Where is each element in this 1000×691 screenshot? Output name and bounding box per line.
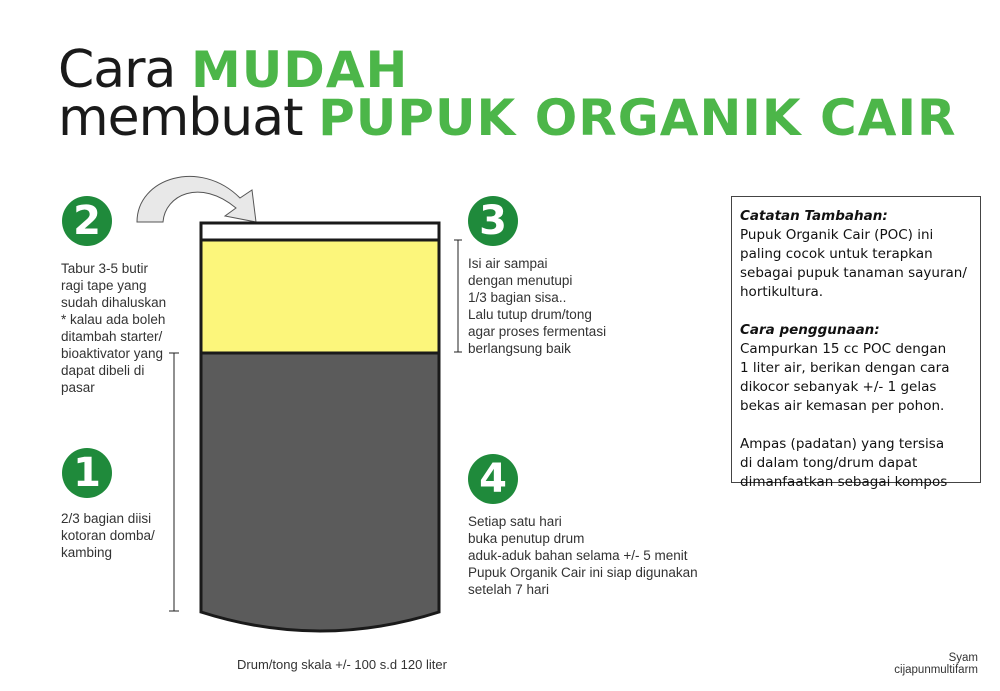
- notes-usage-text: Campurkan 15 cc POC dengan 1 liter air, berikan dengan cara dikocor sebanyak +/- 1 gelas bekas air kemasan per pohon.: [740, 341, 950, 414]
- notes-additional-text: Pupuk Organik Cair (POC) ini paling cocok untuk terapkan sebagai pupuk tanaman sayuran/ hortikultura.: [740, 227, 967, 300]
- step-4-number-badge: 4: [468, 454, 518, 504]
- step-2-text: Tabur 3-5 butir ragi tape yang sudah dihaluskan * kalau ada boleh ditambah starter/ bioaktivator yang dapat dibeli di pasar: [61, 261, 167, 395]
- drum-water-layer: [201, 240, 439, 353]
- credit-author: Syam: [948, 652, 978, 664]
- notes-heading-additional: Catatan Tambahan:: [740, 208, 888, 224]
- title-mudah: MUDAH: [190, 41, 409, 99]
- curved-arrow-icon: [137, 176, 256, 222]
- notes-box: [731, 196, 981, 490]
- credit-farm: cijapunmultifarm: [894, 664, 978, 676]
- title-pupuk-organik-cair: PUPUK ORGANIK CAIR: [318, 89, 957, 147]
- title-cara: Cara: [58, 40, 191, 100]
- step-1-text: 2/3 bagian diisi kotoran domba/ kambing: [61, 511, 155, 560]
- step-4-text: Setiap satu hari buka penutup drum aduk-aduk bahan selama +/- 5 menit Pupuk Organik Cair ini siap digunakan setelah 7 hari: [468, 514, 698, 597]
- title-membuat: membuat: [58, 88, 319, 148]
- credit: [894, 652, 978, 676]
- step-3-text: Isi air sampai dengan menutupi 1/3 bagian sisa.. Lalu tutup drum/tong agar proses fermentasi berlangsung baik: [468, 256, 607, 356]
- drum-lid: [201, 223, 439, 240]
- notes-residue-text: Ampas (padatan) yang tersisa di dalam tong/drum dapat dimanfaatkan sebagai kompos: [740, 436, 948, 490]
- step-3-number-badge: 3: [468, 196, 518, 246]
- step-2-number-badge: 2: [62, 196, 112, 246]
- notes-heading-usage: Cara penggunaan:: [740, 322, 880, 338]
- drum-manure-layer: [201, 353, 439, 631]
- step-1-number-badge: 1: [62, 448, 112, 498]
- drum-scale-caption: Drum/tong skala +/- 100 s.d 120 liter: [237, 657, 447, 672]
